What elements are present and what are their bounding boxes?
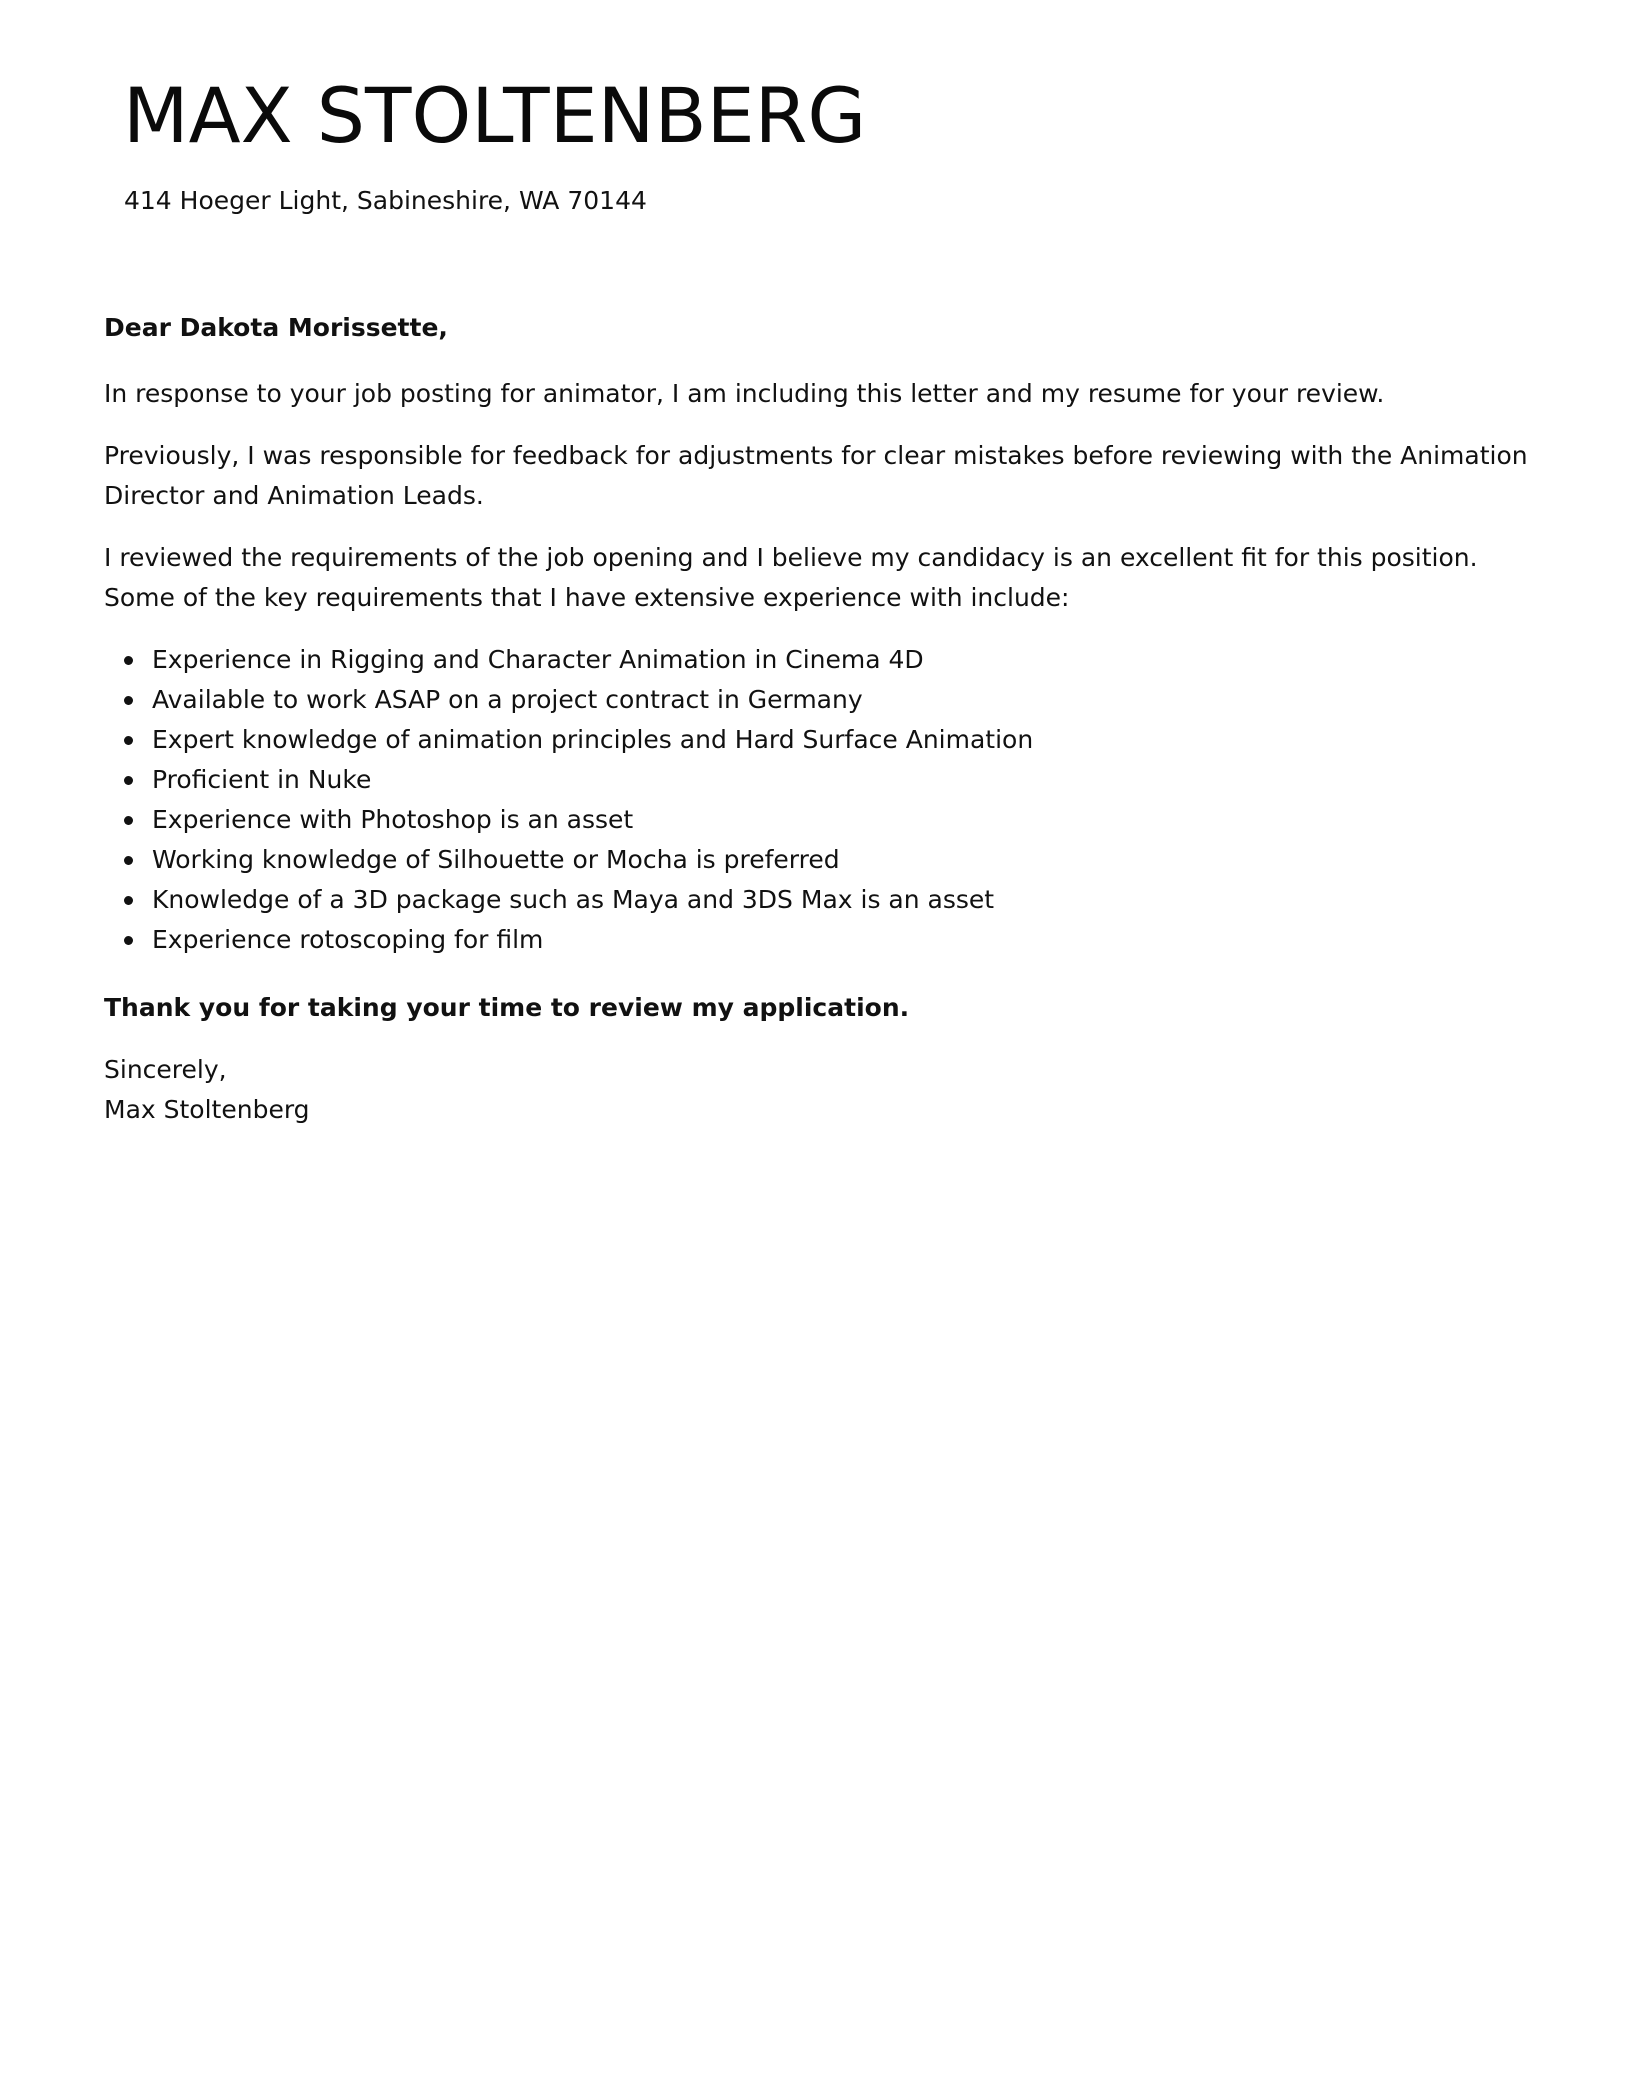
list-item: [152, 760, 1529, 800]
bullet-icon: [124, 696, 133, 705]
applicant-address: 414 Hoeger Light, Sabineshire, WA 70144: [124, 186, 647, 215]
bullet-icon: [124, 776, 133, 785]
bullet-icon: [124, 896, 133, 905]
list-item-text: Working knowledge of Silhouette or Mocha is preferred: [152, 845, 840, 874]
list-item-text: Experience in Rigging and Character Animation in Cinema 4D: [152, 645, 924, 674]
list-item: [152, 640, 1529, 680]
bullet-icon: [124, 656, 133, 665]
list-item-text: Knowledge of a 3D package such as Maya and 3DS Max is an asset: [152, 885, 995, 914]
bullet-icon: [124, 936, 133, 945]
list-item-text: Experience rotoscoping for film: [152, 925, 544, 954]
bullet-icon: [124, 736, 133, 745]
greeting: Dear Dakota Morissette,: [104, 313, 448, 342]
applicant-name: MAX STOLTENBERG: [123, 71, 867, 160]
bullet-icon: [124, 856, 133, 865]
letter-body: [104, 308, 1529, 1130]
list-item-text: Proficient in Nuke: [152, 765, 372, 794]
list-item: [152, 800, 1529, 840]
list-item-text: Expert knowledge of animation principles and Hard Surface Animation: [152, 725, 1034, 754]
list-item: [152, 920, 1529, 960]
signature: Max Stoltenberg: [104, 1095, 310, 1124]
list-item: [152, 880, 1529, 920]
thanks-line: Thank you for taking your time to review my application.: [104, 993, 910, 1022]
closing: Sincerely,: [104, 1055, 227, 1084]
experience-paragraph: Previously, I was responsible for feedback for adjustments for clear mistakes before reviewing with the Animation Director and Animation Leads.: [104, 441, 1528, 510]
list-item: [152, 720, 1529, 760]
list-item: [152, 840, 1529, 880]
list-item: [152, 680, 1529, 720]
intro-paragraph: In response to your job posting for animator, I am including this letter and my resume for your review.: [104, 379, 1385, 408]
requirements-paragraph: I reviewed the requirements of the job opening and I believe my candidacy is an excellent fit for this position. Some of the key requirements that I have extensive experience with include:: [104, 543, 1478, 612]
list-item-text: Experience with Photoshop is an asset: [152, 805, 634, 834]
requirements-list: [104, 640, 1529, 960]
list-item-text: Available to work ASAP on a project contract in Germany: [152, 685, 863, 714]
bullet-icon: [124, 816, 133, 825]
